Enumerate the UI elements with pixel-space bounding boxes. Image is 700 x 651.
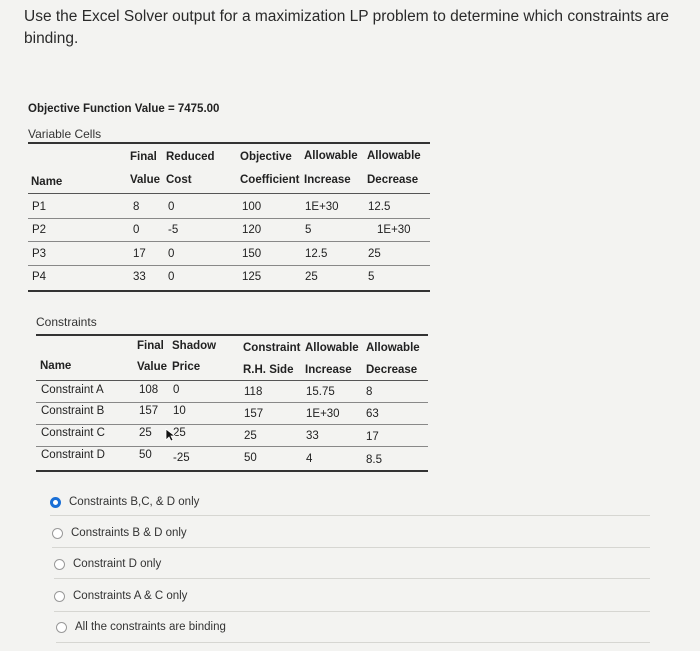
- con-row-increase: 1E+30: [306, 408, 340, 420]
- con-row-name: Constraint A: [41, 384, 104, 396]
- vc-row-increase: 1E+30: [305, 201, 339, 213]
- vc-row-final: 0: [133, 224, 140, 236]
- radio-icon[interactable]: [52, 528, 63, 539]
- con-header-value: Value: [137, 361, 168, 373]
- con-row-name: Constraint B: [41, 405, 105, 417]
- vc-row-name: P2: [32, 224, 47, 236]
- con-header-shadow: Shadow: [172, 340, 217, 352]
- con-header-name: Name: [40, 360, 72, 372]
- option-label: Constraint D only: [73, 558, 162, 570]
- vc-row-objective: 125: [242, 271, 262, 283]
- vc-row-final: 17: [133, 248, 146, 260]
- radio-icon[interactable]: [54, 591, 65, 602]
- con-row-decrease: 63: [366, 408, 379, 420]
- vc-row-name: P1: [32, 201, 47, 213]
- vc-header-name: Name: [31, 176, 63, 188]
- con-row-shadow: 25: [173, 427, 186, 439]
- con-row-shadow: 10: [173, 405, 186, 417]
- vc-header-increase: Increase: [304, 174, 351, 186]
- option-label: Constraints A & C only: [73, 590, 188, 602]
- con-row-increase: 15.75: [306, 386, 335, 398]
- mouse-cursor-icon: [165, 428, 177, 442]
- option-all[interactable]: [56, 616, 226, 638]
- vc-row-final: 33: [133, 271, 146, 283]
- constraints-label: Constraints: [36, 315, 97, 329]
- vc-row-increase: 5: [305, 224, 312, 236]
- con-header-constraint: Constraint: [243, 342, 301, 354]
- vc-header-allowable-inc: Allowable: [304, 150, 358, 162]
- vc-row-decrease: 12.5: [368, 201, 391, 213]
- vc-row-name: P4: [32, 271, 47, 283]
- vc-row-objective: 100: [242, 201, 262, 213]
- vc-row-increase: 25: [305, 271, 318, 283]
- con-row-shadow: 0: [173, 384, 180, 396]
- option-d[interactable]: [54, 553, 161, 575]
- con-row-final: 50: [139, 449, 152, 461]
- option-b-c-d[interactable]: [50, 491, 199, 513]
- option-b-d[interactable]: [52, 522, 187, 544]
- vc-row-reduced: 0: [168, 248, 175, 260]
- con-row-rhs: 118: [244, 386, 263, 398]
- objective-function-value: Objective Function Value = 7475.00: [28, 103, 220, 115]
- vc-row-objective: 120: [242, 224, 262, 236]
- vc-header-value: Value: [130, 174, 161, 186]
- con-header-increase: Increase: [305, 364, 352, 376]
- vc-header-reduced: Reduced: [166, 151, 215, 163]
- option-a-c[interactable]: [54, 585, 187, 607]
- vc-row-decrease: 5: [368, 271, 375, 283]
- vc-header-final: Final: [130, 151, 157, 163]
- con-row-rhs: 157: [244, 408, 264, 420]
- con-header-decrease: Decrease: [366, 364, 418, 376]
- vc-header-coefficient: Coefficient: [240, 174, 300, 186]
- con-row-increase: 33: [306, 430, 319, 442]
- con-row-final: 108: [139, 384, 159, 396]
- con-row-name: Constraint C: [41, 427, 105, 439]
- con-row-final: 25: [139, 427, 152, 439]
- con-row-name: Constraint D: [41, 449, 105, 461]
- con-header-price: Price: [172, 361, 201, 373]
- radio-selected-icon[interactable]: [50, 497, 61, 508]
- con-header-allowable-dec: Allowable: [366, 342, 420, 354]
- con-header-rhs: R.H. Side: [243, 364, 294, 376]
- vc-row-name: P3: [32, 248, 47, 260]
- question-text: Use the Excel Solver output for a maximization LP problem to determine which constraints are binding.: [24, 8, 669, 47]
- option-label: All the constraints are binding: [75, 621, 226, 633]
- option-label: Constraints B,C, & D only: [69, 496, 200, 508]
- vc-row-reduced: 0: [168, 201, 175, 213]
- vc-header-cost: Cost: [166, 174, 192, 186]
- con-row-shadow: -25: [173, 452, 190, 464]
- con-header-final: Final: [137, 340, 164, 352]
- vc-row-decrease: 1E+30: [377, 224, 411, 236]
- con-row-decrease: 8: [366, 386, 373, 398]
- vc-row-decrease: 25: [368, 248, 381, 260]
- vc-row-objective: 150: [242, 248, 262, 260]
- radio-icon[interactable]: [54, 559, 65, 570]
- con-header-allowable-inc: Allowable: [305, 342, 359, 354]
- con-row-final: 157: [139, 405, 159, 417]
- vc-header-decrease: Decrease: [367, 174, 419, 186]
- radio-icon[interactable]: [56, 622, 67, 633]
- vc-row-reduced: -5: [168, 224, 179, 236]
- vc-row-final: 8: [133, 201, 140, 213]
- vc-row-reduced: 0: [168, 271, 175, 283]
- con-row-rhs: 25: [244, 430, 257, 442]
- option-label: Constraints B & D only: [71, 527, 187, 539]
- con-row-rhs: 50: [244, 452, 257, 464]
- vc-header-objective: Objective: [240, 151, 292, 163]
- vc-header-allowable-dec: Allowable: [367, 150, 421, 162]
- con-row-decrease: 17: [366, 431, 379, 443]
- con-row-decrease: 8.5: [366, 454, 382, 466]
- vc-row-increase: 12.5: [305, 248, 328, 260]
- con-row-increase: 4: [306, 453, 313, 465]
- variable-cells-label: Variable Cells: [28, 127, 102, 141]
